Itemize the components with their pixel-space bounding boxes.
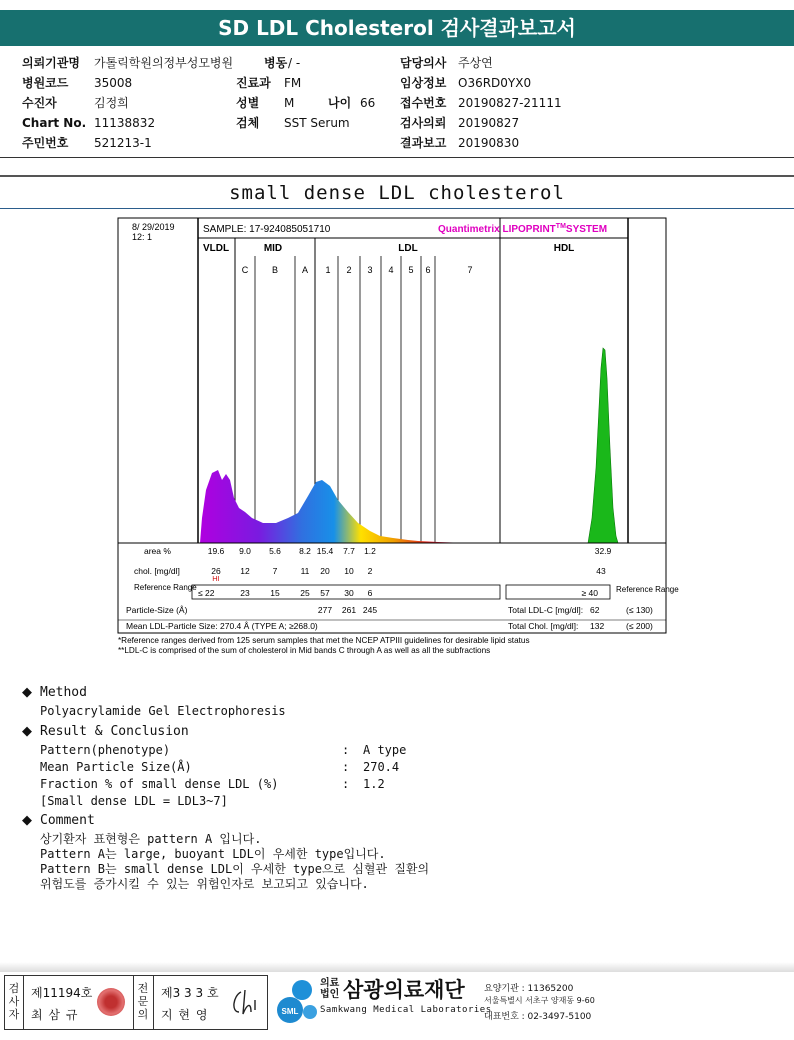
mean-ldl-size: Mean LDL-Particle Size: 270.4 Å (TYPE A; ≥268.0): [126, 621, 318, 631]
total-chol-value: 132: [590, 621, 605, 631]
signature-box: [4, 975, 268, 1030]
ref-cell: ≤ 22: [198, 588, 215, 598]
chol-cell-hdl: 43: [596, 566, 606, 576]
divider: [0, 208, 794, 209]
contact-line: 서울특별시 서초구 양재동 9-60: [484, 996, 595, 1005]
diamond-bullet-icon: ◆: [22, 724, 32, 739]
info-label: 의뢰기관명: [22, 56, 80, 70]
psize-cell: 277: [317, 605, 333, 615]
area-cell: 15.4: [316, 546, 334, 556]
info-label: 나이: [328, 96, 352, 110]
band-label: 2: [346, 265, 352, 275]
sample-id: SAMPLE: 17-924085051710: [203, 224, 331, 235]
method-title: Method: [40, 685, 87, 700]
info-value: SST Serum: [284, 116, 350, 130]
area-cell: 9.0: [239, 546, 251, 556]
group-vldl: VLDL: [202, 243, 230, 254]
info-label: 수진자: [22, 96, 57, 110]
area-cell: 7.7: [343, 546, 355, 556]
specialist-name: 지 현 영: [161, 1008, 209, 1022]
area-cell: 8.2: [299, 546, 311, 556]
info-value: / -: [288, 56, 301, 70]
figure-date: 8/ 29/2019: [132, 222, 175, 232]
info-value: 가톨릭학원의정부성모병원: [94, 56, 234, 70]
info-row: [22, 134, 782, 152]
footnote: *Reference ranges derived from 125 serum samples that met the NCEP ATPIII guidelines for desirable lipid status: [118, 636, 530, 645]
chol-cell: 20: [320, 566, 330, 576]
result-note: [Small dense LDL = LDL3~7]: [40, 794, 228, 808]
area-cell: 19.6: [207, 546, 225, 556]
chol-cell: 26: [211, 566, 221, 576]
result-value: 270.4: [363, 760, 400, 774]
info-value: M: [284, 96, 295, 110]
area-cell: 5.6: [269, 546, 281, 556]
band-label: C: [241, 265, 249, 275]
result-colon: :: [342, 743, 350, 757]
ref-cell: 15: [270, 588, 280, 598]
contact-line: 대표번호 : 02-3497-5100: [484, 1012, 592, 1022]
info-value: FM: [284, 76, 302, 90]
inspector-label: 검사자: [8, 982, 20, 1021]
row-label-chol: chol. [mg/dl]: [134, 566, 180, 576]
sml-logo-icon: [272, 976, 320, 1026]
group-mid: MID: [263, 243, 283, 254]
info-label: 결과보고: [400, 136, 447, 150]
chol-cell: 12: [240, 566, 250, 576]
info-label: 주민번호: [22, 136, 69, 150]
total-ldl-value: 62: [590, 605, 600, 615]
result-colon: :: [342, 777, 350, 791]
info-value: 20190827: [458, 116, 520, 130]
info-label: 검체: [236, 116, 260, 130]
total-ldl-label: Total LDL-C [mg/dl]:: [508, 605, 584, 615]
org-prefix: 의료법인: [320, 978, 340, 1000]
footer-divider: [0, 962, 794, 972]
info-value: 20190827-21111: [458, 96, 562, 110]
figure-time: 12: 1: [132, 232, 153, 242]
brand-text: Quantimetrix LIPOPRINT™SYSTEM: [438, 223, 608, 235]
band-label: 1: [325, 265, 331, 275]
info-row: [22, 74, 782, 92]
info-value: 주상연: [458, 56, 493, 70]
info-value: 35008: [94, 76, 133, 90]
info-value: 11138832: [94, 116, 156, 130]
info-label: 임상정보: [400, 76, 447, 90]
info-value: O36RD0YX0: [458, 76, 532, 90]
band-label: 5: [408, 265, 414, 275]
ref-cell: 23: [240, 588, 250, 598]
comment-line: Pattern A는 large, buoyant LDL이 우세한 type입니다.: [40, 847, 386, 861]
result-heading: [22, 724, 189, 739]
psize-cell: 261: [341, 605, 357, 615]
chol-cell: 2: [367, 566, 373, 576]
result-colon: :: [342, 760, 350, 774]
ref-cell: 57: [320, 588, 330, 598]
logo-text: SML: [281, 1007, 299, 1016]
result-label: Fraction % of small dense LDL (%): [40, 777, 279, 791]
chol-cell: 11: [300, 566, 310, 576]
total-ldl-ref: (≤ 130): [626, 605, 653, 615]
method-heading: [22, 685, 87, 700]
band-label: 7: [467, 265, 473, 275]
info-row: [22, 54, 782, 72]
ref-label: Reference Range: [134, 583, 197, 592]
result-title: Result & Conclusion: [40, 724, 189, 739]
info-label: 접수번호: [400, 96, 447, 110]
lipoprint-figure: [118, 218, 679, 658]
divider: [0, 175, 794, 177]
info-row: [22, 114, 782, 132]
ref-cell: 30: [344, 588, 354, 598]
inspector-license: 제11194호: [31, 986, 93, 1000]
divider: [0, 157, 794, 158]
group-hdl: HDL: [553, 243, 575, 254]
diamond-bullet-icon: ◆: [22, 685, 32, 700]
info-label: 병동: [264, 56, 288, 70]
comment-title: Comment: [40, 813, 95, 828]
band-label: B: [271, 265, 279, 275]
diamond-bullet-icon: ◆: [22, 813, 32, 828]
chol-flag: HI: [212, 574, 220, 583]
comment-line: 상기환자 표현형은 pattern A 입니다.: [40, 832, 262, 846]
band-label: A: [301, 265, 309, 275]
contact-line: 요양기관 : 11365200: [484, 984, 574, 994]
section-subtitle: small dense LDL cholesterol: [229, 182, 565, 204]
seal-stamp-icon: [97, 988, 125, 1016]
info-value: 20190830: [458, 136, 520, 150]
report-title: SD LDL Cholesterol 검사결과보고서: [0, 10, 794, 46]
area-cell: 1.2: [364, 546, 376, 556]
band-label: 4: [388, 265, 394, 275]
info-row: [22, 94, 782, 112]
total-chol-label: Total Chol. [mg/dl]:: [508, 621, 579, 631]
info-label: 담당의사: [400, 56, 447, 70]
inspector-name: 최 삼 규: [31, 1008, 79, 1022]
band-label: 3: [367, 265, 373, 275]
specialist-label: 전문의: [137, 982, 149, 1021]
comment-heading: [22, 813, 95, 828]
comment-line: 위험도를 증가시킬 수 있는 위험인자로 보고되고 있습니다.: [40, 877, 369, 891]
footnote: **LDL-C is comprised of the sum of cholesterol in Mid bands C through A as well as all the subfractions: [118, 646, 491, 655]
info-value: 66: [360, 96, 376, 110]
org-english: Samkwang Medical Laboratories: [320, 1005, 492, 1015]
ref-cell: 25: [300, 588, 310, 598]
result-value: A type: [363, 743, 407, 757]
ref-cell: 6: [367, 588, 373, 598]
info-label: Chart No.: [22, 116, 87, 130]
chol-cell: 7: [272, 566, 278, 576]
result-value: 1.2: [363, 777, 385, 791]
psize-cell: 245: [362, 605, 378, 615]
row-label-area: area %: [144, 546, 171, 556]
comment-line: Pattern B는 small dense LDL이 우세한 type으로 심혈관 질환의: [40, 862, 430, 876]
band-label: 6: [425, 265, 431, 275]
info-label: 병원코드: [22, 76, 69, 90]
group-ldl: LDL: [398, 243, 418, 254]
result-label: Pattern(phenotype): [40, 743, 171, 757]
psize-label: Particle-Size (Å): [126, 605, 188, 615]
ref-label-right: Reference Range: [616, 585, 679, 594]
signature-icon: [227, 986, 263, 1020]
chol-cell: 10: [344, 566, 354, 576]
area-cell-hdl: 32.9: [594, 546, 612, 556]
info-value: 521213-1: [94, 136, 152, 150]
info-label: 성별: [236, 96, 260, 110]
info-label: 진료과: [236, 76, 271, 90]
info-label: 검사의뢰: [400, 116, 447, 130]
org-name: 삼광의료재단: [343, 978, 465, 1002]
result-label: Mean Particle Size(Å): [40, 760, 192, 774]
info-value: 김정희: [94, 96, 129, 110]
method-text: Polyacrylamide Gel Electrophoresis: [40, 704, 286, 718]
total-chol-ref: (≤ 200): [626, 621, 653, 631]
specialist-license: 제3 3 3 호: [161, 986, 219, 1000]
ref-cell-hdl: ≥ 40: [581, 588, 598, 598]
